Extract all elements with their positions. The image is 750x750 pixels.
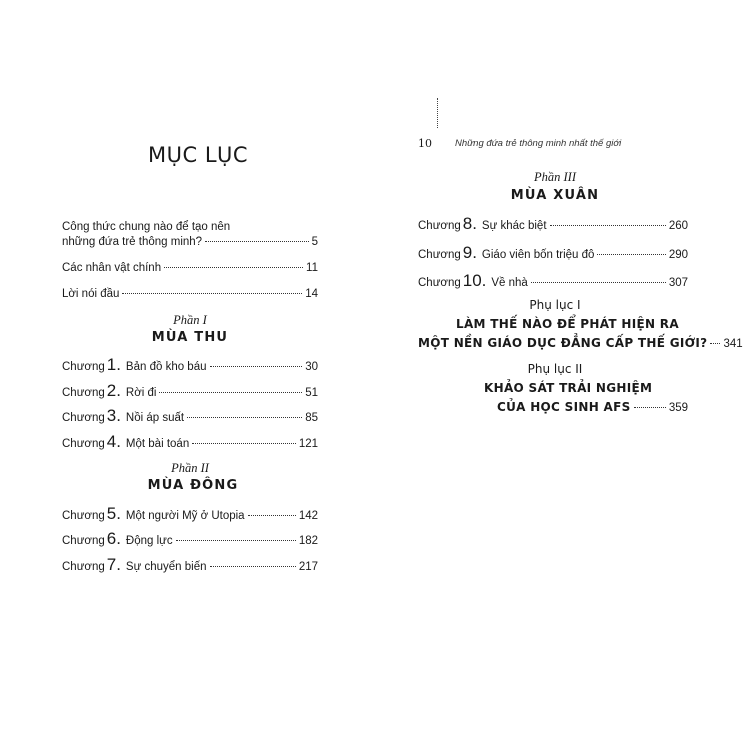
dot-leader <box>122 293 302 294</box>
chapter-title: Sự chuyển biến <box>125 561 207 573</box>
toc-entry-foreword[interactable] <box>62 288 318 300</box>
toc-entry-chapter-2[interactable] <box>62 381 318 401</box>
chapter-number: 5. <box>106 504 121 523</box>
entry-page: 260 <box>668 220 688 232</box>
toc-entry-chapter-4[interactable] <box>62 432 318 452</box>
entry-title: những đứa trẻ thông minh? <box>62 236 203 248</box>
toc-entry-chapter-10[interactable] <box>418 271 688 291</box>
part-1-label: Phần I <box>173 313 207 327</box>
appendix-1-label: Phụ lục I <box>529 298 581 312</box>
entry-page: 182 <box>298 535 318 547</box>
toc-entry-characters[interactable] <box>62 262 318 274</box>
chapter-number: 1. <box>106 355 121 374</box>
entry-page: 359 <box>668 402 688 414</box>
chapter-word: Chương <box>418 249 461 261</box>
chapter-word: Chương <box>62 438 105 450</box>
toc-entry-chapter-5[interactable] <box>62 504 318 524</box>
appendix-1-line2: MỘT NỀN GIÁO DỤC ĐẲNG CẤP THẾ GIỚI? <box>418 336 708 350</box>
chapter-title: Nồi áp suất <box>125 412 185 424</box>
part-1-name: MÙA THU <box>151 330 229 345</box>
chapter-number: 3. <box>106 406 121 425</box>
entry-page: 341 <box>723 338 743 350</box>
toc-entry-appendix-1[interactable] <box>418 336 743 350</box>
appendix-2-line1: KHẢO SÁT TRẢI NGHIỆM <box>484 381 653 395</box>
entry-page: 121 <box>298 438 318 450</box>
dot-leader <box>210 366 303 367</box>
chapter-word: Chương <box>62 561 105 573</box>
toc-entry-chapter-1[interactable] <box>62 355 318 375</box>
entry-page: 51 <box>305 387 318 399</box>
entry-page: 11 <box>306 262 318 274</box>
chapter-number: 7. <box>106 555 121 574</box>
chapter-number: 2. <box>106 381 121 400</box>
chapter-title: Sự khác biệt <box>481 220 547 232</box>
dot-leader <box>164 267 303 268</box>
chapter-word: Chương <box>418 220 461 232</box>
chapter-title: Động lực <box>125 535 173 547</box>
part-2-label: Phần II <box>171 461 209 475</box>
chapter-word: Chương <box>62 510 105 522</box>
entry-page: 290 <box>668 249 688 261</box>
part-3-name: MÙA XUÂN <box>510 188 600 203</box>
dot-leader <box>176 540 296 541</box>
appendix-2-label: Phụ lục II <box>527 362 583 376</box>
chapter-number: 8. <box>462 214 477 233</box>
chapter-title: Một người Mỹ ở Utopia <box>125 510 245 522</box>
dot-leader <box>710 343 720 344</box>
appendix-1-line1: LÀM THẾ NÀO ĐỂ PHÁT HIỆN RA <box>456 317 679 331</box>
dot-leader <box>634 407 666 408</box>
chapter-word: Chương <box>418 277 461 289</box>
entry-title: Lời nói đầu <box>62 288 120 300</box>
part-2-name: MÙA ĐÔNG <box>147 478 239 493</box>
chapter-title: Về nhà <box>491 277 528 289</box>
toc-entry-chapter-8[interactable] <box>418 214 688 234</box>
intro-entry-line1: Công thức chung nào để tạo nên <box>62 221 231 233</box>
chapter-number: 10. <box>462 271 487 290</box>
entry-title: Các nhân vật chính <box>62 262 162 274</box>
chapter-number: 4. <box>106 432 121 451</box>
toc-entry-appendix-2[interactable] <box>497 400 688 414</box>
appendix-2-line2: CỦA HỌC SINH AFS <box>497 400 631 414</box>
toc-entry-intro[interactable] <box>62 236 318 248</box>
chapter-title: Giáo viên bốn triệu đô <box>481 249 595 261</box>
chapter-title: Một bài toán <box>125 438 190 450</box>
toc-entry-chapter-9[interactable] <box>418 243 688 263</box>
dot-leader <box>192 443 296 444</box>
chapter-word: Chương <box>62 412 105 424</box>
toc-entry-chapter-7[interactable] <box>62 555 318 575</box>
entry-page: 217 <box>298 561 318 573</box>
toc-entry-chapter-6[interactable] <box>62 529 318 549</box>
chapter-title: Rời đi <box>125 387 157 399</box>
entry-page: 14 <box>305 288 318 300</box>
page-number: 10 <box>418 137 432 150</box>
entry-page: 142 <box>298 510 318 522</box>
dot-leader <box>550 225 666 226</box>
chapter-number: 9. <box>462 243 477 262</box>
dot-leader <box>248 515 296 516</box>
crop-mark <box>437 98 438 128</box>
dot-leader <box>531 282 666 283</box>
dot-leader <box>210 566 296 567</box>
dot-leader <box>597 254 665 255</box>
part-3-label: Phần III <box>534 170 576 184</box>
chapter-word: Chương <box>62 361 105 373</box>
entry-page: 307 <box>668 277 688 289</box>
chapter-word: Chương <box>62 535 105 547</box>
entry-page: 85 <box>305 412 318 424</box>
toc-title: MỤC LỤC <box>148 143 249 167</box>
toc-entry-chapter-3[interactable] <box>62 406 318 426</box>
dot-leader <box>159 392 302 393</box>
chapter-title: Bản đồ kho báu <box>125 361 207 373</box>
dot-leader <box>205 241 309 242</box>
entry-page: 5 <box>311 236 318 248</box>
chapter-word: Chương <box>62 387 105 399</box>
chapter-number: 6. <box>106 529 121 548</box>
running-title: Những đứa trẻ thông minh nhất thế giới <box>455 138 622 149</box>
dot-leader <box>187 417 302 418</box>
entry-page: 30 <box>305 361 318 373</box>
